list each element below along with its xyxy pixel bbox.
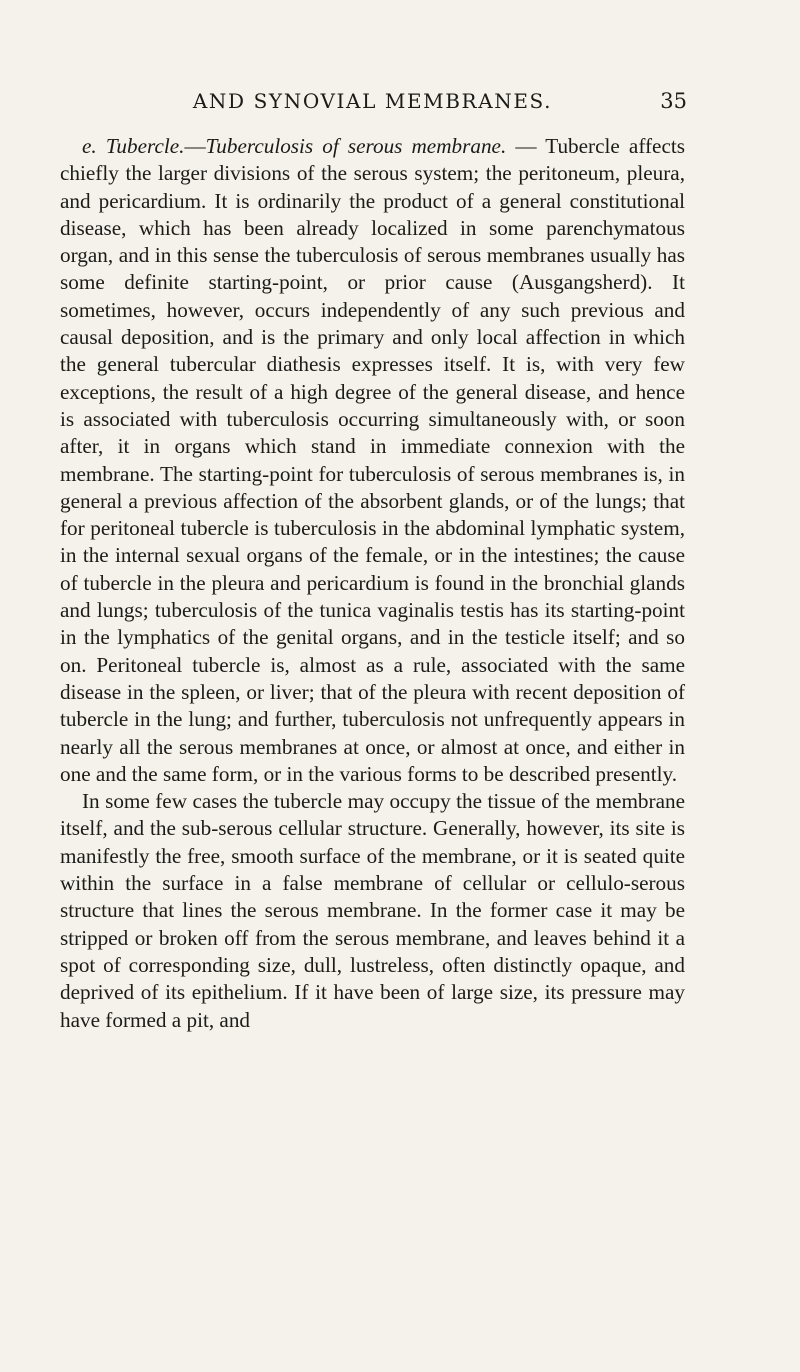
running-title: AND SYNOVIAL MEMBRANES. xyxy=(192,89,553,113)
page-number: 35 xyxy=(660,89,687,113)
section-dash: — xyxy=(184,134,206,158)
section-subtitle: Tuberculosis of serous membrane. xyxy=(205,134,507,158)
body-text xyxy=(60,133,685,1034)
section-title: Tubercle. xyxy=(105,134,185,158)
paragraph xyxy=(60,133,685,788)
paragraph-text: In some few cases the tubercle may occupy the tissue of the membrane itself, and the sub-serous cellular structure. Generally, however, its site is manifestly the free, smooth surface of the membrane, or it is seated quite within the surface in a false membrane of cellular or cellulo-serous structure that lines the serous membrane. In the former case it may be stripped or broken off from the serous membrane, and leaves behind it a spot of corresponding size, dull, lustreless, often distinctly opaque, and deprived of its epithelium. If it have been of large size, its pressure may have formed a pit, and xyxy=(60,789,685,1032)
running-head xyxy=(60,84,685,118)
paragraph xyxy=(60,788,685,1034)
paragraph-text: Tubercle affects chiefly the larger divisions of the serous system; the peritoneum, pleura, and pericardium. It is ordinarily the product of a general constitutional disease, which has been already localized in some parenchymatous organ, and in this sense the tuberculosis of serous membranes usually has some definite starting-point, or prior cause (Ausgangsherd). It sometimes, however, occurs independently of any such previous and causal deposition, and is the primary and only local affection in which the general tubercular diathesis expresses itself. It is, with very few exceptions, the result of a high degree of the general disease, and hence is associated with tuberculosis occurring simultaneously with, or soon after, it in organs which stand in immediate connexion with the membrane. The starting-point for tuberculosis of serous membranes is, in general a previous affection of the absorbent glands, or of the lungs; that for peritoneal tubercle is tuberculosis in the abdominal lymphatic system, in the internal sexual organs of the female, or in the intestines; the cause of tubercle in the pleura and pericardium is found in the bronchial glands and lungs; tuberculosis of the tunica vaginalis testis has its starting-point in the lymphatics of the genital organs, and in the testicle itself; and so on. Peritoneal tubercle is, almost as a rule, associated with the same disease in the spleen, or liver; that of the pleura with recent deposition of tubercle in the lung; and further, tuberculosis not unfrequently appears in nearly all the serous membranes at once, or almost at once, and either in one and the same form, or in the various forms to be described presently. xyxy=(60,134,685,786)
section-marker: e. xyxy=(82,134,97,158)
section-separator: — xyxy=(506,134,546,158)
